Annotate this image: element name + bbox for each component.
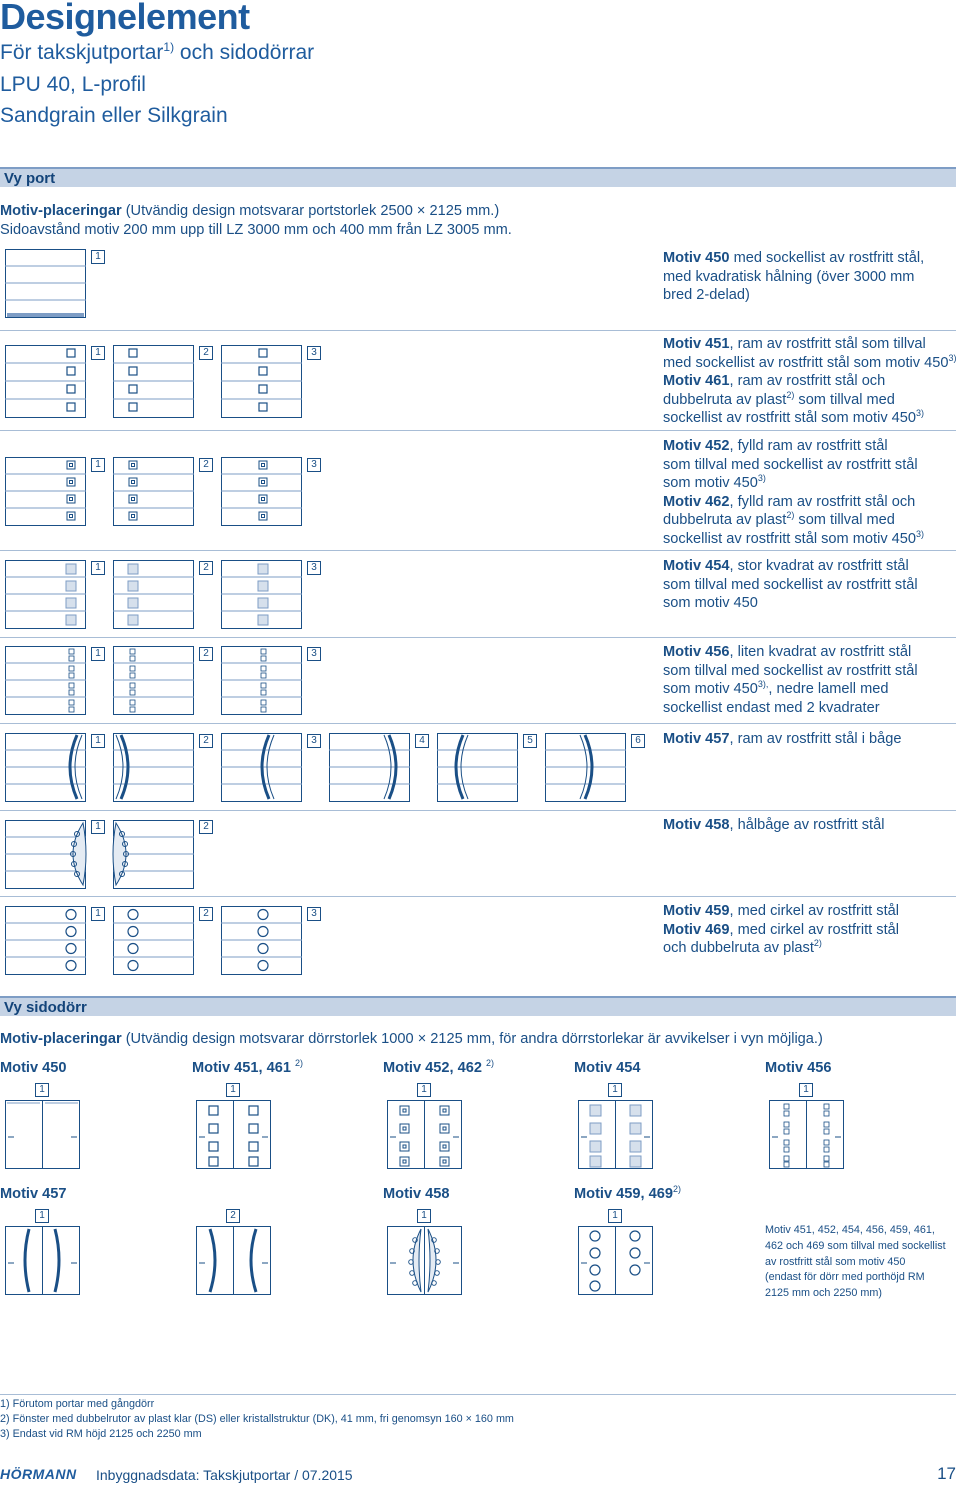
position-number: 2 xyxy=(199,907,213,921)
side-door-drawings-row1 xyxy=(0,1100,880,1172)
motiv-452-desc: Motiv 452, fylld ram av rostfritt stål som tillval med sockellist av rostfritt stål som motiv 450$^{3)}$ Motiv 462, fylld ram av rostfritt stål och dubbelruta av plast$^{2)}$ som tillval med sockellist av rostfritt stål som motiv 450$^{3)}$ xyxy=(663,438,925,547)
door-label: Motiv 450 xyxy=(0,1060,67,1076)
position-number: 2 xyxy=(199,820,213,834)
door-label: Motiv 459, 469$^{2)}$ xyxy=(574,1184,681,1202)
position-number: 1 xyxy=(608,1209,622,1223)
position-number: 5 xyxy=(523,734,537,748)
position-number: 3 xyxy=(307,647,321,661)
position-number: 1 xyxy=(35,1083,49,1097)
position-number: 2 xyxy=(199,458,213,472)
motiv-459-desc: Motiv 459, med cirkel av rostfritt stål Motiv 469, med cirkel av rostfritt stål och dubbelruta av plast$^{2)}$ xyxy=(663,903,900,957)
door-option-note: Motiv 451, 452, 454, 456, 459, 461, 462 och 469 som tillval med sockellist av rostfritt stål som motiv 450 (endast för dörr med porthöjd RM 2125 mm och 2250 mm) xyxy=(765,1224,946,1300)
position-number: 3 xyxy=(307,907,321,921)
subtitle-1: För takskjutportar$^{1)}$ och sidodörrar xyxy=(0,40,315,64)
door-label: Motiv 457 xyxy=(0,1186,67,1202)
door-drawing-458 xyxy=(5,820,205,892)
motiv-456-desc: Motiv 456, liten kvadrat av rostfritt stål som tillval med sockellist av rostfritt stål som motiv $450^{3),}$, nedre lamell med sockellist endast med 2 kvadrater xyxy=(663,644,918,716)
footer-doc-title: Inbyggnadsdata: Takskjutportar / 07.2015 xyxy=(96,1467,353,1483)
footnote-1: 1) Förutom portar med gångdörr xyxy=(0,1398,155,1410)
position-number: 1 xyxy=(417,1209,431,1223)
position-number: 3 xyxy=(307,458,321,472)
door-drawing-451 xyxy=(5,345,305,420)
door-label: Motiv 454 xyxy=(574,1060,641,1076)
divider xyxy=(0,896,956,897)
door-label: Motiv 451, 461 $^{2)}$ xyxy=(192,1058,304,1076)
door-drawing-454 xyxy=(5,560,305,635)
position-number: 1 xyxy=(91,907,105,921)
position-number: 2 xyxy=(199,734,213,748)
footnotes xyxy=(0,1397,514,1442)
motiv-454-desc: Motiv 454, stor kvadrat av rostfritt stål som tillval med sockellist av rostfritt stål som motiv 450 xyxy=(663,558,918,612)
divider xyxy=(0,810,956,811)
position-number: 1 xyxy=(91,346,105,360)
position-number: 2 xyxy=(199,647,213,661)
divider xyxy=(0,723,956,724)
footnote-2: 2) Fönster med dubbelrutor av plast klar (DS) eller kristallstruktur (DK), 41 mm, fri genomsyn 160 × 160 mm xyxy=(0,1413,514,1425)
position-number: 1 xyxy=(417,1083,431,1097)
position-number: 1 xyxy=(91,647,105,661)
port-placement-text-2: Sidoavstånd motiv 200 mm upp till LZ 3000 mm och 400 mm från LZ 3005 mm. xyxy=(0,222,512,238)
position-number: 1 xyxy=(799,1083,813,1097)
door-drawing-450 xyxy=(5,249,87,321)
door-label: Motiv 458 xyxy=(383,1186,450,1202)
motiv-451-desc: Motiv 451, ram av rostfritt stål som tillval med sockellist av rostfritt stål som motiv 450$^{3)}$ Motiv 461, ram av rostfritt stål och dubbelruta av plast$^{2)}$ som tillval med sockellist av rostfritt stål som motiv 450$^{3)}$ xyxy=(663,336,957,427)
position-number: 2 xyxy=(199,561,213,575)
position-number: 1 xyxy=(91,734,105,748)
position-number: 6 xyxy=(631,734,645,748)
page-title: Designelement xyxy=(0,0,250,37)
position-number: 3 xyxy=(307,346,321,360)
position-number: 3 xyxy=(307,734,321,748)
door-label: Motiv 456 xyxy=(765,1060,832,1076)
position-number: 1 xyxy=(91,561,105,575)
section-bar-port: Vy port xyxy=(0,167,956,187)
section-bar-door: Vy sidodörr xyxy=(0,996,956,1016)
position-number: 2 xyxy=(226,1209,240,1223)
position-number: 1 xyxy=(91,820,105,834)
port-placement-text: Motiv-placeringar (Utvändig design motsvarar portstorlek 2500 × 2125 mm.) xyxy=(0,203,500,219)
position-number: 4 xyxy=(415,734,429,748)
page-number: 17 xyxy=(937,1464,956,1483)
door-placement-text: Motiv-placeringar (Utvändig design motsvarar dörrstorlek 1000 × 2125 mm, för andra dörrstorlekar är avvikelser i vyn möjliga.) xyxy=(0,1031,823,1047)
divider xyxy=(0,330,956,331)
motiv-458-desc: Motiv 458, hålbåge av rostfritt stål xyxy=(663,817,885,833)
divider xyxy=(0,430,956,431)
hormann-logo: HÖRMANN xyxy=(0,1466,77,1482)
position-number: 1 xyxy=(35,1209,49,1223)
divider xyxy=(0,637,956,638)
door-drawing-459 xyxy=(5,906,305,978)
position-number: 1 xyxy=(608,1083,622,1097)
side-door-drawings-row2 xyxy=(0,1226,700,1298)
position-number: 2 xyxy=(199,346,213,360)
position-number: 1 xyxy=(91,458,105,472)
footnote-3: 3) Endast vid RM höjd 2125 och 2250 mm xyxy=(0,1428,202,1440)
position-number: 1 xyxy=(91,250,105,264)
position-number: 3 xyxy=(307,561,321,575)
motiv-450-desc: Motiv 450 med sockellist av rostfritt stål, med kvadratisk hålning (över 3000 mm bred 2-delad) xyxy=(663,250,925,304)
subtitle-3: Sandgrain eller Silkgrain xyxy=(0,104,228,127)
subtitle-2: LPU 40, L-profil xyxy=(0,73,146,96)
divider xyxy=(0,1394,956,1395)
motiv-457-desc: Motiv 457, ram av rostfritt stål i båge xyxy=(663,731,902,747)
divider xyxy=(0,550,956,551)
door-drawing-456 xyxy=(5,646,305,721)
position-number: 1 xyxy=(226,1083,240,1097)
door-drawing-452 xyxy=(5,457,305,532)
door-label: Motiv 452, 462 $^{2)}$ xyxy=(383,1058,495,1076)
